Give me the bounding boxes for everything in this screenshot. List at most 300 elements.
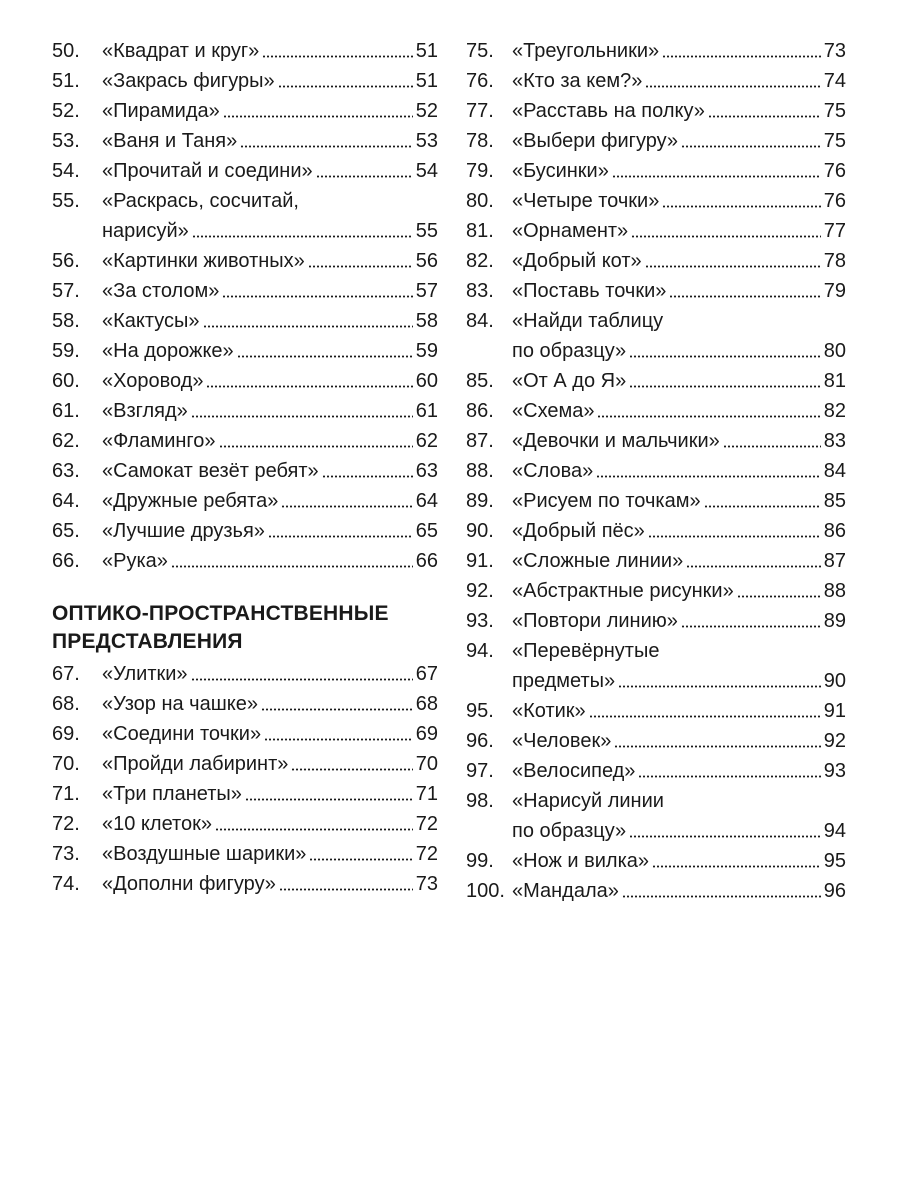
toc-entry-line [52,486,438,516]
entry-title: «Бусинки» [512,160,609,182]
entry-title: «Картинки животных» [102,250,305,272]
toc-entry [52,456,438,486]
dot-leader [291,768,412,771]
toc-entry-line [52,456,438,486]
toc-entry-line [52,246,438,276]
toc-entry-line [52,126,438,156]
entry-page-number: 57 [415,280,438,302]
dot-leader [652,865,821,868]
entry-number: 94. [466,640,494,662]
entry-title: «Улитки» [102,663,188,685]
toc-entry-line [52,156,438,186]
toc-entry [466,756,846,786]
entry-title: «Кактусы» [102,310,200,332]
entry-page-number: 93 [823,760,846,782]
toc-entry [466,696,846,726]
entry-page-number: 54 [415,160,438,182]
toc-entry-line [466,696,846,726]
entry-number: 58. [52,310,80,332]
entry-title: «Фламинго» [102,430,216,452]
dot-leader [681,145,821,148]
toc-entry [466,216,846,246]
entry-number: 55. [52,190,80,212]
toc-entry-line [466,456,846,486]
dot-leader [618,685,821,688]
toc-entry [466,606,846,636]
toc-entry-line [52,719,438,749]
entry-title: «Выбери фигуру» [512,130,678,152]
entry-title: «Пройди лабиринт» [102,753,289,775]
entry-number: 100. [466,880,505,902]
entry-number: 78. [466,130,494,152]
entry-number: 75. [466,40,494,62]
dot-leader [631,235,821,238]
toc-entry-line [466,666,846,696]
entry-number: 57. [52,280,80,302]
entry-title: «Велосипед» [512,760,636,782]
toc-entry [466,366,846,396]
entry-page-number: 94 [823,820,846,842]
dot-leader [708,115,821,118]
dot-leader [662,205,820,208]
dot-leader [278,85,413,88]
entry-page-number: 52 [415,100,438,122]
entry-page-number: 83 [823,430,846,452]
toc-entry [52,366,438,396]
entry-page-number: 78 [823,250,846,272]
toc-entry-line [466,156,846,186]
entry-number: 80. [466,190,494,212]
toc-entry-line [52,276,438,306]
entry-page-number: 79 [823,280,846,302]
toc-entry-line [466,186,846,216]
entry-number: 59. [52,340,80,362]
dot-leader [645,85,820,88]
dot-leader [240,145,413,148]
entry-title: по образцу» [512,820,627,842]
toc-entry [52,276,438,306]
dot-leader [192,235,413,238]
dot-leader [629,835,821,838]
dot-leader [206,385,412,388]
dot-leader [645,265,821,268]
entry-number: 83. [466,280,494,302]
toc-entry [52,336,438,366]
entry-page-number: 74 [823,70,846,92]
entry-page-number: 82 [823,400,846,422]
entry-title: «Раскрась, сосчитай, [102,190,299,212]
toc-right-column [466,36,846,906]
dot-leader [222,295,412,298]
entry-number: 84. [466,310,494,332]
entry-page-number: 75 [823,130,846,152]
toc-entry [466,156,846,186]
entry-page-number: 75 [823,100,846,122]
toc-entry-line [466,276,846,306]
entry-page-number: 55 [415,220,438,242]
toc-entry [466,546,846,576]
entry-number: 67. [52,663,80,685]
entry-page-number: 84 [823,460,846,482]
toc-entry [52,659,438,689]
dot-leader [261,708,413,711]
toc-entry [466,66,846,96]
toc-entry-line [52,839,438,869]
toc-entry [466,726,846,756]
entry-page-number: 91 [823,700,846,722]
toc-entry [466,516,846,546]
dot-leader [669,295,820,298]
dot-leader [681,625,821,628]
dot-leader [203,325,413,328]
entry-title: предметы» [512,670,616,692]
entry-page-number: 76 [823,160,846,182]
entry-page-number: 59 [415,340,438,362]
toc-entry [52,396,438,426]
toc-entry-line [52,809,438,839]
entry-title: «Абстрактные рисунки» [512,580,734,602]
toc-entry [466,186,846,216]
dot-leader [223,115,413,118]
dot-leader [191,415,413,418]
toc-entry-line [466,846,846,876]
toc-entry-line [466,366,846,396]
entry-number: 61. [52,400,80,422]
toc-entry [52,839,438,869]
entry-number: 77. [466,100,494,122]
entry-page-number: 81 [823,370,846,392]
entry-number: 95. [466,700,494,722]
entry-page-number: 73 [823,40,846,62]
entry-page-number: 70 [415,753,438,775]
entry-title: «Сложные линии» [512,550,684,572]
entry-number: 50. [52,40,80,62]
toc-entry [466,846,846,876]
entry-title: «Закрась фигуры» [102,70,275,92]
toc-entry-line [466,336,846,366]
toc-entry-line [466,306,846,336]
entry-page-number: 68 [415,693,438,715]
dot-leader [723,445,821,448]
toc-entry [466,396,846,426]
entry-page-number: 96 [823,880,846,902]
entry-title: «Прочитай и соедини» [102,160,313,182]
entry-page-number: 90 [823,670,846,692]
dot-leader [596,475,821,478]
toc-entry-line [52,186,438,216]
entry-page-number: 58 [415,310,438,332]
entry-title: «Повтори линию» [512,610,678,632]
toc-entry-line [466,816,846,846]
dot-leader [589,715,821,718]
dot-leader [245,798,413,801]
dot-leader [237,355,413,358]
entry-number: 76. [466,70,494,92]
toc-entry-line [52,336,438,366]
entry-title: «Добрый пёс» [512,520,645,542]
entry-title: «Пирамида» [102,100,220,122]
entry-page-number: 71 [415,783,438,805]
toc-entry-line [466,756,846,786]
entry-number: 52. [52,100,80,122]
toc-entry [52,869,438,899]
entry-page-number: 87 [823,550,846,572]
toc-entry [52,156,438,186]
entry-title: «Нарисуй линии [512,790,664,812]
entry-page-number: 86 [823,520,846,542]
toc-entry-line [466,96,846,126]
entry-title: «Соедини точки» [102,723,262,745]
toc-entry [466,96,846,126]
toc-entry [466,786,846,846]
entry-number: 60. [52,370,80,392]
entry-page-number: 77 [823,220,846,242]
entry-title: «Три планеты» [102,783,242,805]
toc-entry [466,876,846,906]
entry-title: «Найди таблицу [512,310,664,332]
toc-entry-line [52,779,438,809]
toc-entries-group [466,36,846,906]
entry-number: 68. [52,693,80,715]
dot-leader [279,888,413,891]
toc-entry-line [466,576,846,606]
toc-entry [466,486,846,516]
entry-page-number: 51 [415,70,438,92]
entry-number: 92. [466,580,494,602]
dot-leader [612,175,821,178]
toc-entry [52,516,438,546]
entry-page-number: 64 [415,490,438,512]
toc-entry-line [466,426,846,456]
toc-entry [52,66,438,96]
entry-title: «Девочки и мальчики» [512,430,720,452]
dot-leader [309,858,412,861]
toc-entry [52,719,438,749]
entry-number: 65. [52,520,80,542]
entry-number: 98. [466,790,494,812]
toc-entry [466,36,846,66]
entry-number: 66. [52,550,80,572]
entry-title: «На дорожке» [102,340,234,362]
toc-entry [52,36,438,66]
toc-entries-group [52,659,438,899]
entry-number: 93. [466,610,494,632]
entry-number: 82. [466,250,494,272]
entry-page-number: 60 [415,370,438,392]
toc-entry [466,306,846,366]
toc-entry-line [466,636,846,666]
toc-entry-line [466,396,846,426]
toc-entry-line [52,366,438,396]
entry-title: «Поставь точки» [512,280,667,302]
toc-entry-line [466,516,846,546]
toc-entry-line [52,216,438,246]
toc-entry-line [466,606,846,636]
entry-number: 91. [466,550,494,572]
toc-entry [52,246,438,276]
toc-entry [52,186,438,246]
entry-page-number: 85 [823,490,846,512]
dot-leader [171,565,413,568]
dot-leader [215,828,413,831]
entry-number: 56. [52,250,80,272]
entry-number: 79. [466,160,494,182]
dot-leader [686,565,821,568]
entry-page-number: 80 [823,340,846,362]
toc-entry-line [466,216,846,246]
entry-page-number: 56 [415,250,438,272]
entry-page-number: 72 [415,813,438,835]
toc-entry [52,486,438,516]
entry-title: по образцу» [512,340,627,362]
entry-number: 63. [52,460,80,482]
toc-entry [466,126,846,156]
entry-title: «Рисуем по точкам» [512,490,701,512]
toc-entry-line [52,516,438,546]
dot-leader [262,55,412,58]
dot-leader [648,535,821,538]
entry-title: «Нож и вилка» [512,850,650,872]
entry-title: «Слова» [512,460,594,482]
entry-title: «Самокат везёт ребят» [102,460,319,482]
toc-entry-line [52,659,438,689]
entry-title: «Расставь на полку» [512,100,705,122]
entry-page-number: 53 [415,130,438,152]
entry-title: «Орнамент» [512,220,629,242]
toc-entries-group [52,36,438,576]
toc-entry [52,749,438,779]
toc-entry-line [466,786,846,816]
entry-page-number: 88 [823,580,846,602]
entry-page-number: 65 [415,520,438,542]
entry-number: 97. [466,760,494,782]
toc-entry-line [466,876,846,906]
dot-leader [662,55,821,58]
entry-page-number: 61 [415,400,438,422]
toc-entry-line [466,246,846,276]
entry-title: «Дружные ребята» [102,490,279,512]
entry-page-number: 63 [415,460,438,482]
toc-entry-line [466,66,846,96]
toc-entry-line [466,726,846,756]
entry-title: «Рука» [102,550,168,572]
toc-entry [466,246,846,276]
toc-entry-line [466,126,846,156]
entry-number: 54. [52,160,80,182]
toc-entry [466,456,846,486]
toc-entry [52,426,438,456]
entry-page-number: 62 [415,430,438,452]
dot-leader [737,595,821,598]
entry-number: 62. [52,430,80,452]
entry-number: 73. [52,843,80,865]
toc-entry [52,809,438,839]
entry-page-number: 69 [415,723,438,745]
section-heading-line: ОПТИКО-ПРОСТРАНСТВЕННЫЕ [52,602,389,625]
toc-entry-line [466,486,846,516]
toc-entry-line [52,546,438,576]
toc-entry [466,426,846,456]
entry-page-number: 76 [823,190,846,212]
toc-entry-line [52,689,438,719]
entry-number: 71. [52,783,80,805]
toc-entry-line [52,426,438,456]
entry-title: «От А до Я» [512,370,627,392]
toc-entry-line [52,96,438,126]
toc-entry-line [52,66,438,96]
entry-page-number: 89 [823,610,846,632]
dot-leader [268,535,413,538]
section-heading [52,600,438,656]
dot-leader [322,475,413,478]
dot-leader [614,745,820,748]
entry-number: 96. [466,730,494,752]
section-heading-line: ПРЕДСТАВЛЕНИЯ [52,630,243,653]
entry-title: «Квадрат и круг» [102,40,260,62]
entry-number: 85. [466,370,494,392]
entry-title: «Добрый кот» [512,250,642,272]
entry-page-number: 72 [415,843,438,865]
dot-leader [629,385,821,388]
toc-entry-line [466,546,846,576]
entry-page-number: 51 [415,40,438,62]
toc-entry-line [466,36,846,66]
entry-title: «Дополни фигуру» [102,873,276,895]
entry-title: «За столом» [102,280,220,302]
entry-number: 53. [52,130,80,152]
toc-left-column [52,36,438,899]
entry-number: 74. [52,873,80,895]
toc-entry-line [52,869,438,899]
entry-number: 99. [466,850,494,872]
toc-entry-line [52,306,438,336]
dot-leader [638,775,820,778]
entry-title: «Треугольники» [512,40,660,62]
entry-title: «10 клеток» [102,813,212,835]
entry-title: «Хоровод» [102,370,204,392]
entry-number: 86. [466,400,494,422]
entry-title: «Кто за кем?» [512,70,643,92]
dot-leader [622,895,821,898]
toc-entry-line [52,36,438,66]
toc-entry [52,126,438,156]
entry-page-number: 67 [415,663,438,685]
entry-number: 69. [52,723,80,745]
toc-entry [52,306,438,336]
entry-number: 89. [466,490,494,512]
entry-number: 70. [52,753,80,775]
entry-title: «Взгляд» [102,400,188,422]
toc-entry [52,546,438,576]
entry-page-number: 92 [823,730,846,752]
toc-entry-line [52,396,438,426]
entry-number: 87. [466,430,494,452]
dot-leader [316,175,413,178]
toc-entry [466,276,846,306]
entry-title: «Воздушные шарики» [102,843,307,865]
dot-leader [308,265,413,268]
dot-leader [629,355,821,358]
toc-entry-line [52,749,438,779]
entry-title: нарисуй» [102,220,189,242]
entry-number: 90. [466,520,494,542]
entry-number: 64. [52,490,80,512]
entry-number: 81. [466,220,494,242]
dot-leader [264,738,413,741]
entry-page-number: 73 [415,873,438,895]
entry-title: «Четыре точки» [512,190,660,212]
toc-entry [52,96,438,126]
